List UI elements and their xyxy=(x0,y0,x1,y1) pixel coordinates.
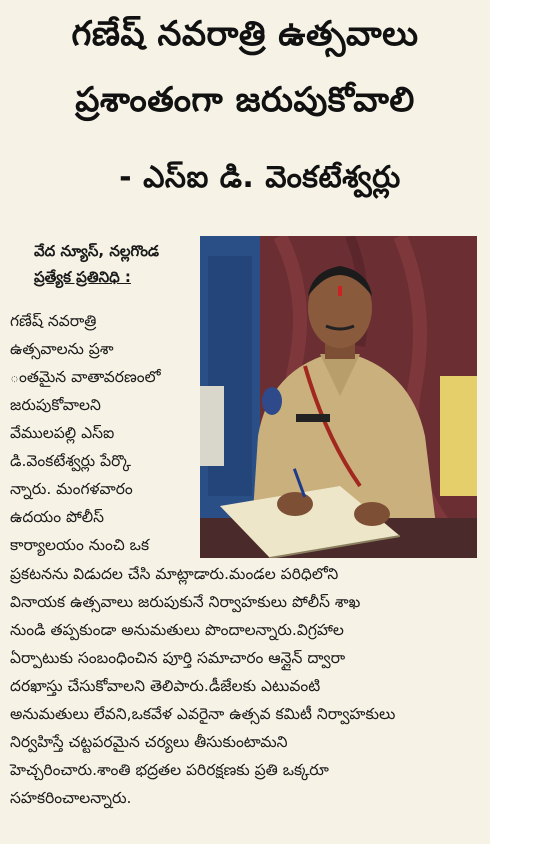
column-line: ఉత్సవాలను ప్రశా xyxy=(10,340,114,358)
column-line: జరుపుకోవాలని xyxy=(10,396,101,414)
officer-photo-illustration xyxy=(200,236,477,558)
column-line: గణేష్ నవరాత్రి xyxy=(10,312,97,330)
body-line: నిర్వహిస్తే చట్టపరమైన చర్యలు తీసుకుంటామని xyxy=(10,733,288,751)
column-line: న్నారు. మంగళవారం xyxy=(10,480,133,498)
headline-line-1: గణేష్ నవరాత్రి ఉత్సవాలు xyxy=(71,14,419,54)
page-margin xyxy=(490,0,547,844)
body-line: నుండి తప్పకుండా అనుమతులు పొందాలన్నారు.విగ్రహాల xyxy=(10,621,344,639)
byline: - ఎస్ఐ డి. వెంకటేశ్వర్లు xyxy=(119,160,401,195)
headline-line-2: ప్రశాంతంగా జరుపుకోవాలి xyxy=(75,80,415,120)
body-line: హెచ్చరించారు.శాంతి భద్రతల పరిరక్షణకు ప్రతి ఒక్కరూ xyxy=(10,761,329,779)
column-line: వేములపల్లి ఎస్ఐ xyxy=(10,424,115,442)
article-body-text xyxy=(10,560,485,812)
dateline-place: వేద న్యూస్, నల్లగొండ xyxy=(34,242,160,260)
column-line: ఉదయం పోలీస్ xyxy=(10,508,105,526)
body-line: సహకరించాలన్నారు. xyxy=(10,789,132,807)
column-line: కార్యాలయం నుంచి ఒక xyxy=(10,536,150,554)
body-line: ప్రకటనను విడుదల చేసి మాట్లాడారు.మండల పరిధిలోని xyxy=(10,565,339,583)
officer-photo xyxy=(200,236,477,558)
dateline xyxy=(34,238,159,290)
column-line: డి.వెంకటేశ్వర్లు పేర్కొ xyxy=(10,452,132,470)
column-line: ంతమైన వాతావరణంలో xyxy=(10,368,161,386)
body-line: అనుమతులు లేవని,ఒకవేళ ఎవరైనా ఉత్సవ కమిటీ నిర్వాహకులు xyxy=(10,705,396,723)
body-line: ఏర్పాటుకు సంబంధించిన పూర్తి సమాచారం ఆన్లైన్ ద్వారా xyxy=(10,649,346,667)
body-line: వినాయక ఉత్సవాలు జరుపుకునే నిర్వాహకులు పోలీస్ శాఖ xyxy=(10,593,361,611)
article-column-text xyxy=(10,307,195,559)
dateline-correspondent: ప్రత్యేక ప్రతినిధి : xyxy=(34,268,131,286)
body-line: దరఖాస్తు చేసుకోవాలని తెలిపారు.డీజేలకు ఎటువంటి xyxy=(10,677,321,695)
